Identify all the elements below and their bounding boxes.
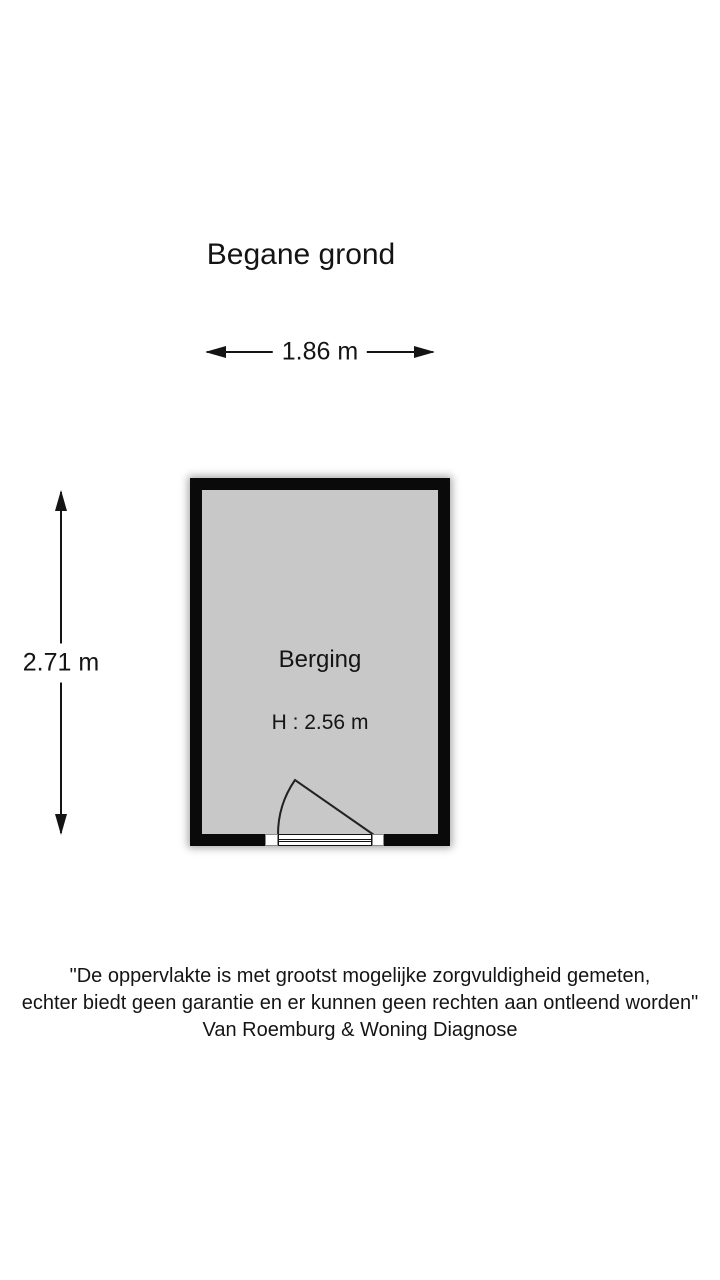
door-swing-icon <box>190 478 450 846</box>
height-dimension-label: 2.71 m <box>20 643 102 682</box>
threshold-line <box>279 841 371 842</box>
height-dimension <box>22 490 100 835</box>
floorplan-title: Begane grond <box>206 238 396 271</box>
door-opening <box>265 834 384 846</box>
arrow-up-icon <box>55 490 67 511</box>
width-dimension-label: 1.86 m <box>273 337 367 368</box>
disclaimer-line-1: "De oppervlakte is met grootst mogelijke zorgvuldigheid gemeten, <box>69 965 651 987</box>
threshold-line <box>279 839 371 840</box>
door-threshold <box>278 834 372 846</box>
width-dimension <box>205 339 435 365</box>
arrow-down-icon <box>55 814 67 835</box>
door-jamb-right <box>372 834 384 846</box>
disclaimer <box>0 963 720 1044</box>
door-jamb-left <box>265 834 278 846</box>
disclaimer-line-3: Van Roemburg & Woning Diagnose <box>202 1019 518 1041</box>
disclaimer-line-2: echter biedt geen garantie en er kunnen geen rechten aan ontleend worden" <box>21 992 699 1014</box>
arrow-right-icon <box>414 346 435 358</box>
arrow-left-icon <box>205 346 226 358</box>
room-name-label: Berging <box>278 646 362 673</box>
room-berging <box>190 478 450 846</box>
room-height-label: H : 2.56 m <box>271 711 369 734</box>
